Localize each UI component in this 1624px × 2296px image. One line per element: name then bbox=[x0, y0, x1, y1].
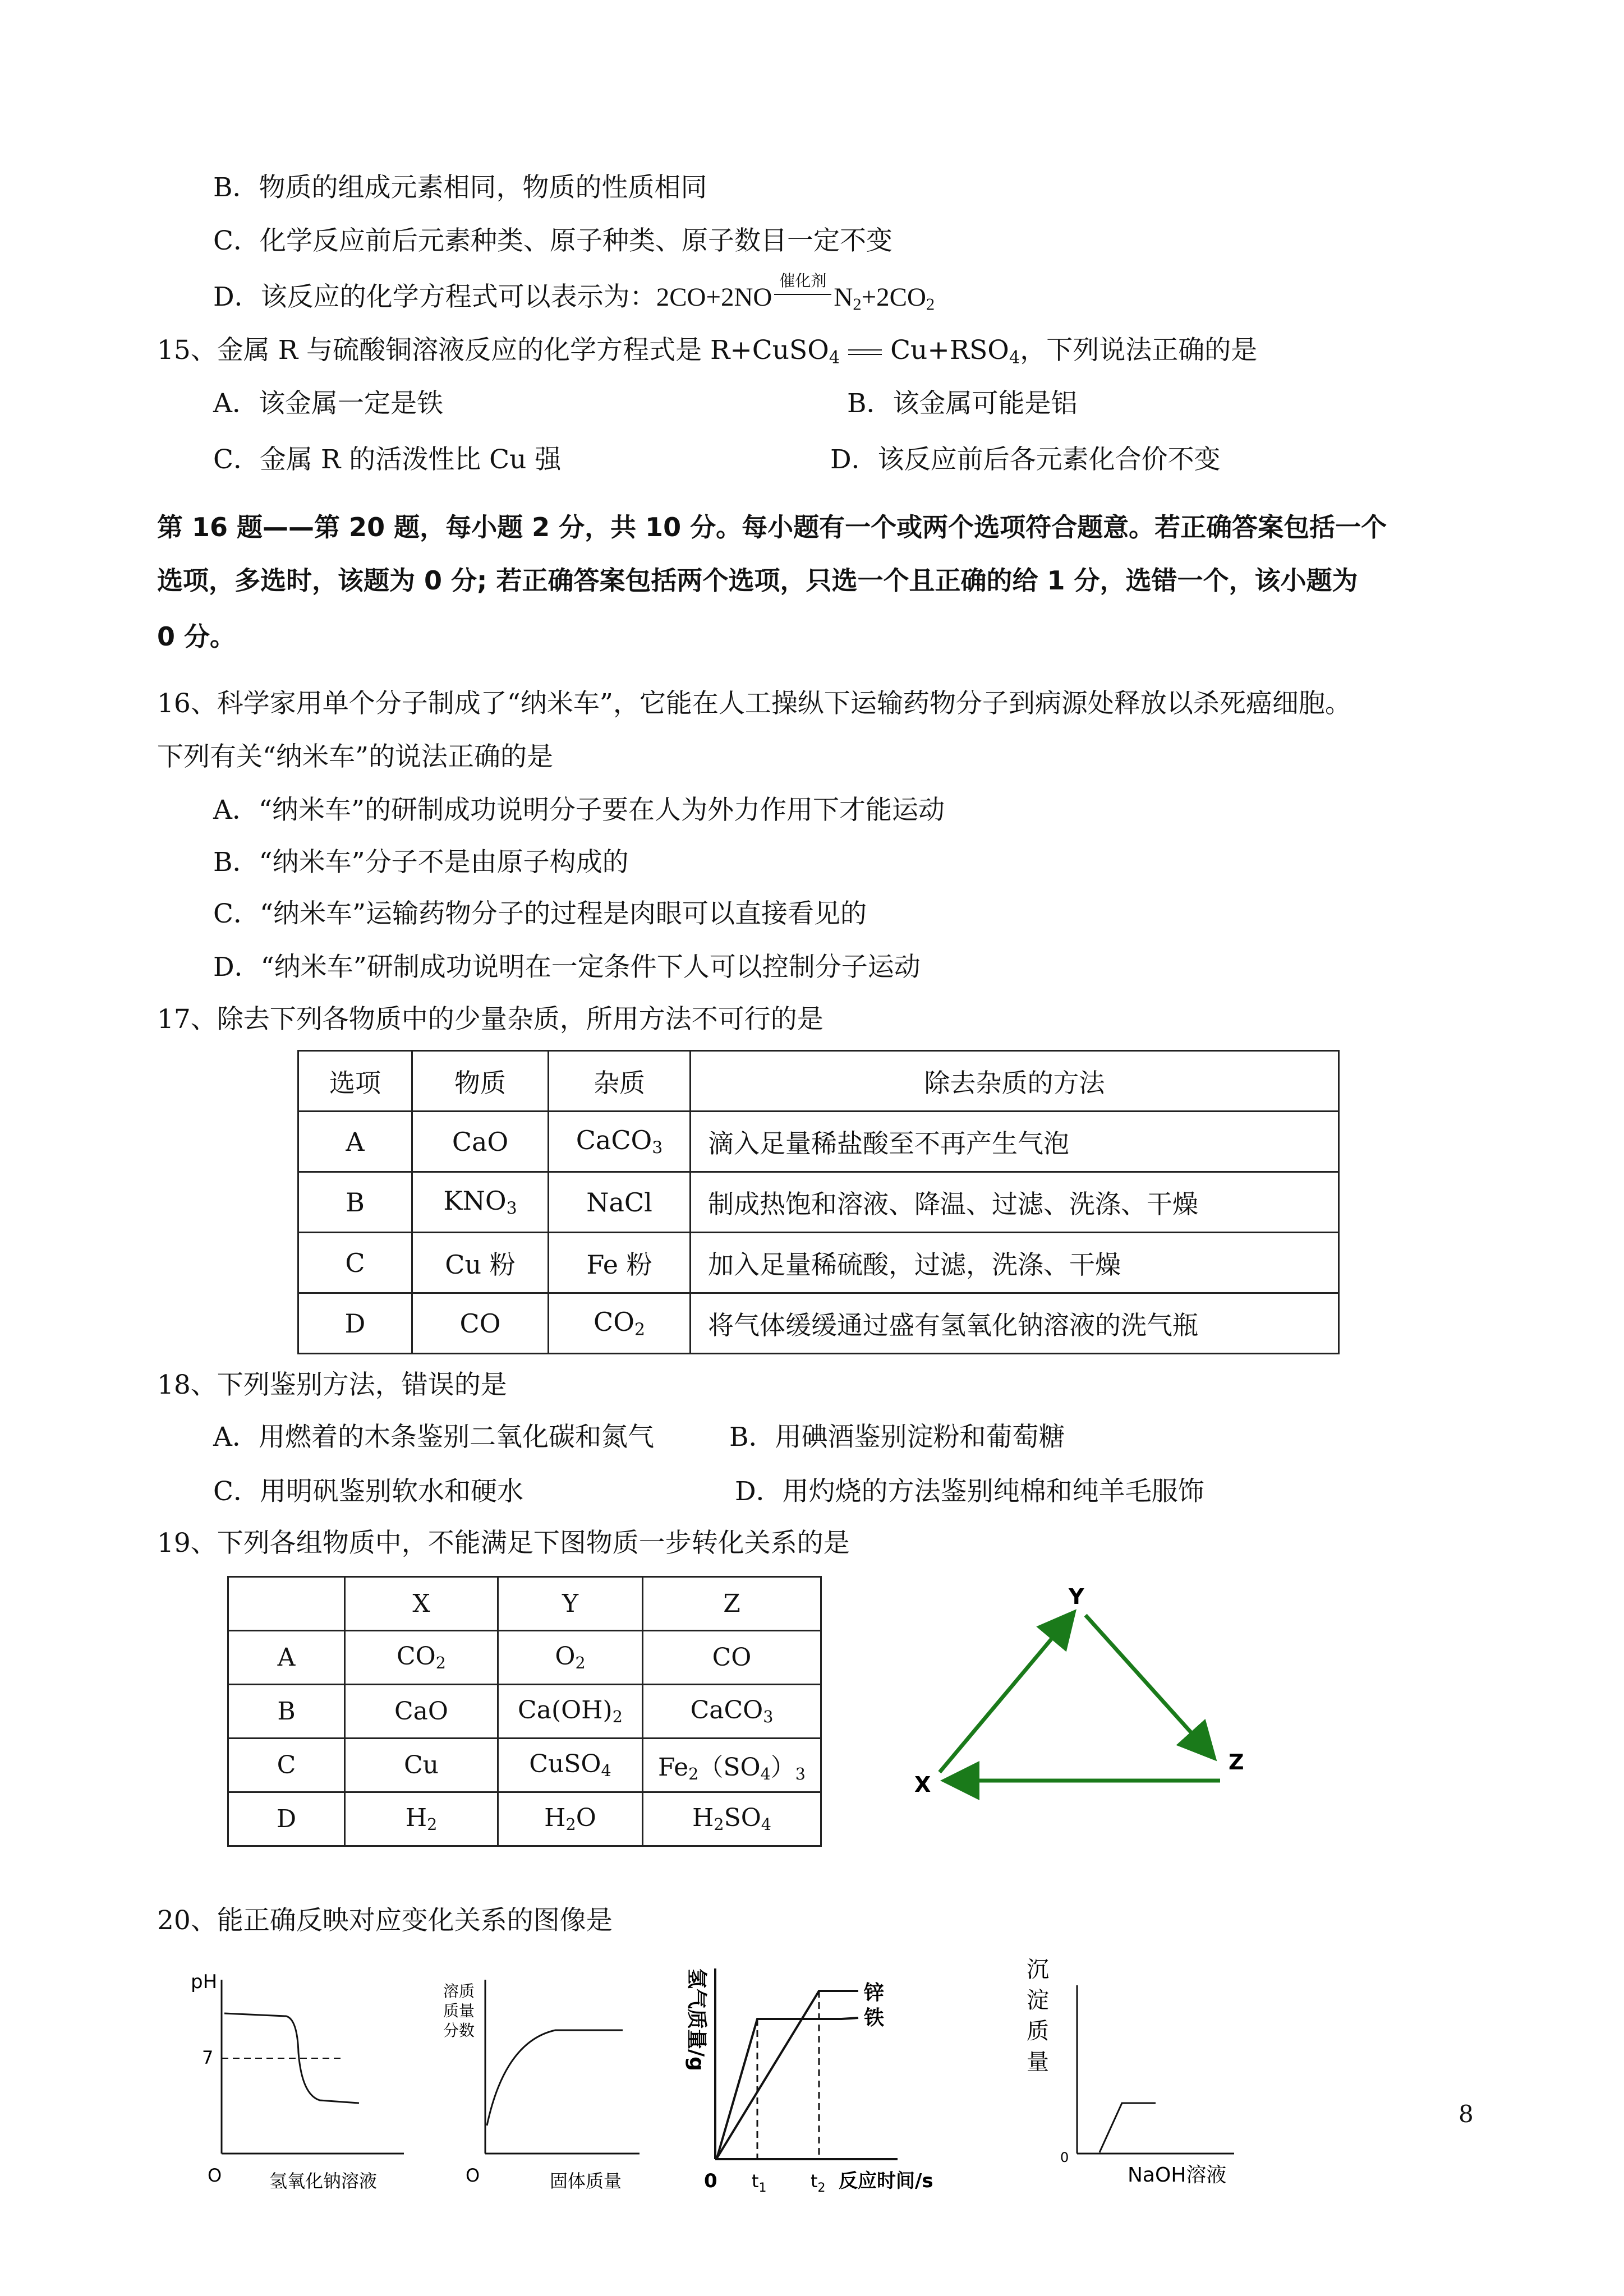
q14-eq-catalyst: 催化剂 bbox=[779, 271, 827, 290]
cell: B bbox=[228, 1685, 345, 1739]
header-cell: X bbox=[345, 1577, 498, 1631]
tick-label-7: 7 bbox=[202, 2047, 214, 2068]
cell: 将气体缓缓通过盛有氢氧化钠溶液的洗气瓶 bbox=[691, 1293, 1339, 1354]
q20-graph-ph bbox=[180, 1957, 426, 2204]
y-axis-label-2: 淀 bbox=[1027, 1988, 1049, 2013]
zinc-label: 锌 bbox=[864, 1981, 885, 2004]
zinc-line bbox=[717, 1991, 858, 2158]
q15-equals-sign bbox=[848, 349, 882, 355]
q14-eq-right: $N_2+2CO_2$ bbox=[834, 283, 935, 314]
cell: D bbox=[228, 1792, 345, 1846]
q18-option-c: C．用明矾鉴别软水和硬水 bbox=[213, 1476, 523, 1507]
cell: $KNO_3$ bbox=[412, 1172, 549, 1233]
y-axis-label-1: 溶质 bbox=[443, 1982, 475, 2000]
header-cell: 物质 bbox=[412, 1051, 549, 1112]
cell: NaCl bbox=[549, 1172, 691, 1233]
q16-option-b: B．“纳米车”分子不是由原子构成的 bbox=[213, 847, 629, 878]
y-axis-label-4: 量 bbox=[1027, 2049, 1049, 2075]
x-axis-label: 氢氧化钠溶液 bbox=[269, 2170, 378, 2192]
page-number: 8 bbox=[1459, 2100, 1474, 2128]
header-cell: Y bbox=[498, 1577, 643, 1631]
cell: $Fe_2(SO_4)_3$ bbox=[643, 1739, 821, 1792]
q15-option-b: B．该金属可能是铝 bbox=[847, 388, 1078, 419]
arrow-x-to-y bbox=[940, 1615, 1071, 1772]
y-axis-label: pH bbox=[191, 1971, 218, 1993]
section-note-line3: 0 分。 bbox=[157, 621, 236, 652]
q14-option-d bbox=[213, 271, 935, 321]
q16-option-d: D．“纳米车”研制成功说明在一定条件下人可以控制分子运动 bbox=[213, 952, 921, 983]
precipitate-line bbox=[1099, 2103, 1156, 2152]
q15-option-c: C．金属 R 的活泼性比 Cu 强 bbox=[213, 444, 562, 475]
cell: A bbox=[298, 1112, 412, 1172]
q15-option-a: A．该金属一定是铁 bbox=[213, 388, 443, 419]
q17-table bbox=[297, 1050, 1340, 1354]
cell: $H_2SO_4$ bbox=[643, 1792, 821, 1846]
cell: $CO_2$ bbox=[549, 1293, 691, 1354]
section-note-line1: 第 16 题——第 20 题，每小题 2 分，共 10 分。每小题有一个或两个选项符合题意。若正确答案包括一个 bbox=[157, 512, 1387, 542]
t1-label: $t_1$ bbox=[752, 2170, 767, 2195]
q16-option-c: C．“纳米车”运输药物分子的过程是肉眼可以直接看见的 bbox=[213, 898, 867, 929]
table-row bbox=[298, 1233, 1339, 1293]
q18-option-b: B．用碘酒鉴别淀粉和葡萄糖 bbox=[729, 1422, 1065, 1453]
header-cell bbox=[228, 1577, 345, 1631]
cell: D bbox=[298, 1293, 412, 1354]
table-row bbox=[228, 1739, 821, 1792]
t2-label: $t_2$ bbox=[811, 2170, 826, 2195]
y-axis-label-1: 沉 bbox=[1027, 1957, 1049, 1983]
cell: A bbox=[228, 1631, 345, 1685]
cell: CaCO$_3$ bbox=[643, 1685, 821, 1739]
x-axis-label: 反应时间/s bbox=[839, 2170, 933, 2192]
y-axis-label: 氢气质量/g bbox=[685, 1968, 708, 2071]
q14-option-c: C．化学反应前后元素种类、原子种类、原子数目一定不变 bbox=[213, 225, 892, 256]
iron-label: 铁 bbox=[864, 2007, 885, 2030]
y-axis-label-3: 质 bbox=[1027, 2018, 1049, 2044]
q20-graph-solute bbox=[443, 1957, 656, 2204]
cell: $CO_2$ bbox=[345, 1631, 498, 1685]
x-axis-label: NaOH溶液 bbox=[1128, 2164, 1227, 2187]
cell: CuSO$_4$ bbox=[498, 1739, 643, 1792]
q18-stem: 18、下列鉴别方法，错误的是 bbox=[157, 1370, 507, 1400]
table-row bbox=[228, 1685, 821, 1739]
cell: CaO bbox=[345, 1685, 498, 1739]
q19-stem: 19、下列各组物质中，不能满足下图物质一步转化关系的是 bbox=[157, 1528, 850, 1559]
q20-graph-hydrogen bbox=[673, 1952, 976, 2210]
cell: CaO bbox=[412, 1112, 549, 1172]
cell: Fe 粉 bbox=[549, 1233, 691, 1293]
y-axis-label-3: 分数 bbox=[443, 2021, 475, 2040]
origin-label: O bbox=[466, 2165, 480, 2186]
q16-option-a: A．“纳米车”的研制成功说明分子要在人为外力作用下才能运动 bbox=[213, 795, 945, 826]
q14-option-d-prefix: D．该反应的化学方程式可以表示为： bbox=[213, 282, 656, 312]
q14-option-b: B．物质的组成元素相同，物质的性质相同 bbox=[213, 172, 707, 203]
origin-label: O bbox=[208, 2165, 222, 2186]
solute-curve bbox=[487, 2030, 623, 2126]
table-row bbox=[298, 1172, 1339, 1233]
table-header-row bbox=[298, 1051, 1339, 1112]
cell: 加入足量稀硫酸，过滤，洗涤、干燥 bbox=[691, 1233, 1339, 1293]
cell: Cu 粉 bbox=[412, 1233, 549, 1293]
table-row bbox=[298, 1112, 1339, 1172]
table-row bbox=[228, 1792, 821, 1846]
cell: CaCO$_3$ bbox=[549, 1112, 691, 1172]
q20-stem: 20、能正确反映对应变化关系的图像是 bbox=[157, 1905, 613, 1936]
cell: Cu bbox=[345, 1739, 498, 1792]
cell: $H_2O$ bbox=[498, 1792, 643, 1846]
cell: B bbox=[298, 1172, 412, 1233]
q15-stem: 15、金属 R 与硫酸铜溶液反应的化学方程式是 R+CuSO$_4$ $Cu+RSO_4$，下列说法正确的是 bbox=[157, 335, 1258, 368]
cell: $H_2$ bbox=[345, 1792, 498, 1846]
origin-label: 0 bbox=[704, 2170, 717, 2192]
table-row bbox=[228, 1631, 821, 1685]
cell: $Ca(OH)_2$ bbox=[498, 1685, 643, 1739]
x-axis-label: 固体质量 bbox=[550, 2170, 622, 2192]
iron-line bbox=[717, 2018, 858, 2158]
cell: CO bbox=[643, 1631, 821, 1685]
q15-option-d: D．该反应前后各元素化合价不变 bbox=[830, 444, 1221, 475]
q16-stem-line1: 16、科学家用单个分子制成了“纳米车”，它能在人工操纵下运输药物分子到病源处释放以杀死癌细胞。 bbox=[157, 688, 1351, 719]
node-y: Y bbox=[1069, 1584, 1084, 1609]
q18-option-d: D．用灼烧的方法鉴别纯棉和纯羊毛服饰 bbox=[735, 1476, 1204, 1507]
header-cell: 除去杂质的方法 bbox=[691, 1051, 1339, 1112]
arrow-y-to-z bbox=[1085, 1615, 1212, 1755]
header-cell: 选项 bbox=[298, 1051, 412, 1112]
q14-eq-line bbox=[774, 294, 831, 295]
header-cell: 杂质 bbox=[549, 1051, 691, 1112]
cell: 制成热饱和溶液、降温、过滤、洗涤、干燥 bbox=[691, 1172, 1339, 1233]
q16-stem-line2: 下列有关“纳米车”的说法正确的是 bbox=[157, 741, 554, 772]
q18-option-a: A．用燃着的木条鉴别二氧化碳和氮气 bbox=[213, 1422, 654, 1453]
node-x: X bbox=[914, 1772, 931, 1797]
q17-stem: 17、除去下列各物质中的少量杂质，所用方法不可行的是 bbox=[157, 1004, 823, 1035]
table-row bbox=[298, 1293, 1339, 1354]
cell: C bbox=[228, 1739, 345, 1792]
node-z: Z bbox=[1229, 1750, 1244, 1774]
cell: C bbox=[298, 1233, 412, 1293]
origin-label: 0 bbox=[1060, 2150, 1069, 2165]
q19-table bbox=[227, 1576, 822, 1847]
cell: CO bbox=[412, 1293, 549, 1354]
table-header-row bbox=[228, 1577, 821, 1631]
header-cell: Z bbox=[643, 1577, 821, 1631]
q14-eq-left: 2CO+2NO bbox=[656, 283, 772, 312]
q19-transformation-diagram bbox=[898, 1570, 1279, 1806]
y-axis-label-2: 质量 bbox=[443, 2002, 475, 2020]
q14-eq-condition bbox=[772, 271, 834, 314]
q20-graph-precipitate bbox=[1010, 1952, 1290, 2210]
section-note-line2: 选项，多选时，该题为 0 分; 若正确答案包括两个选项，只选一个且正确的给 1 分，选错一个，该小题为 bbox=[157, 565, 1358, 596]
cell: 滴入足量稀盐酸至不再产生气泡 bbox=[691, 1112, 1339, 1172]
cell: $O_2$ bbox=[498, 1631, 643, 1685]
